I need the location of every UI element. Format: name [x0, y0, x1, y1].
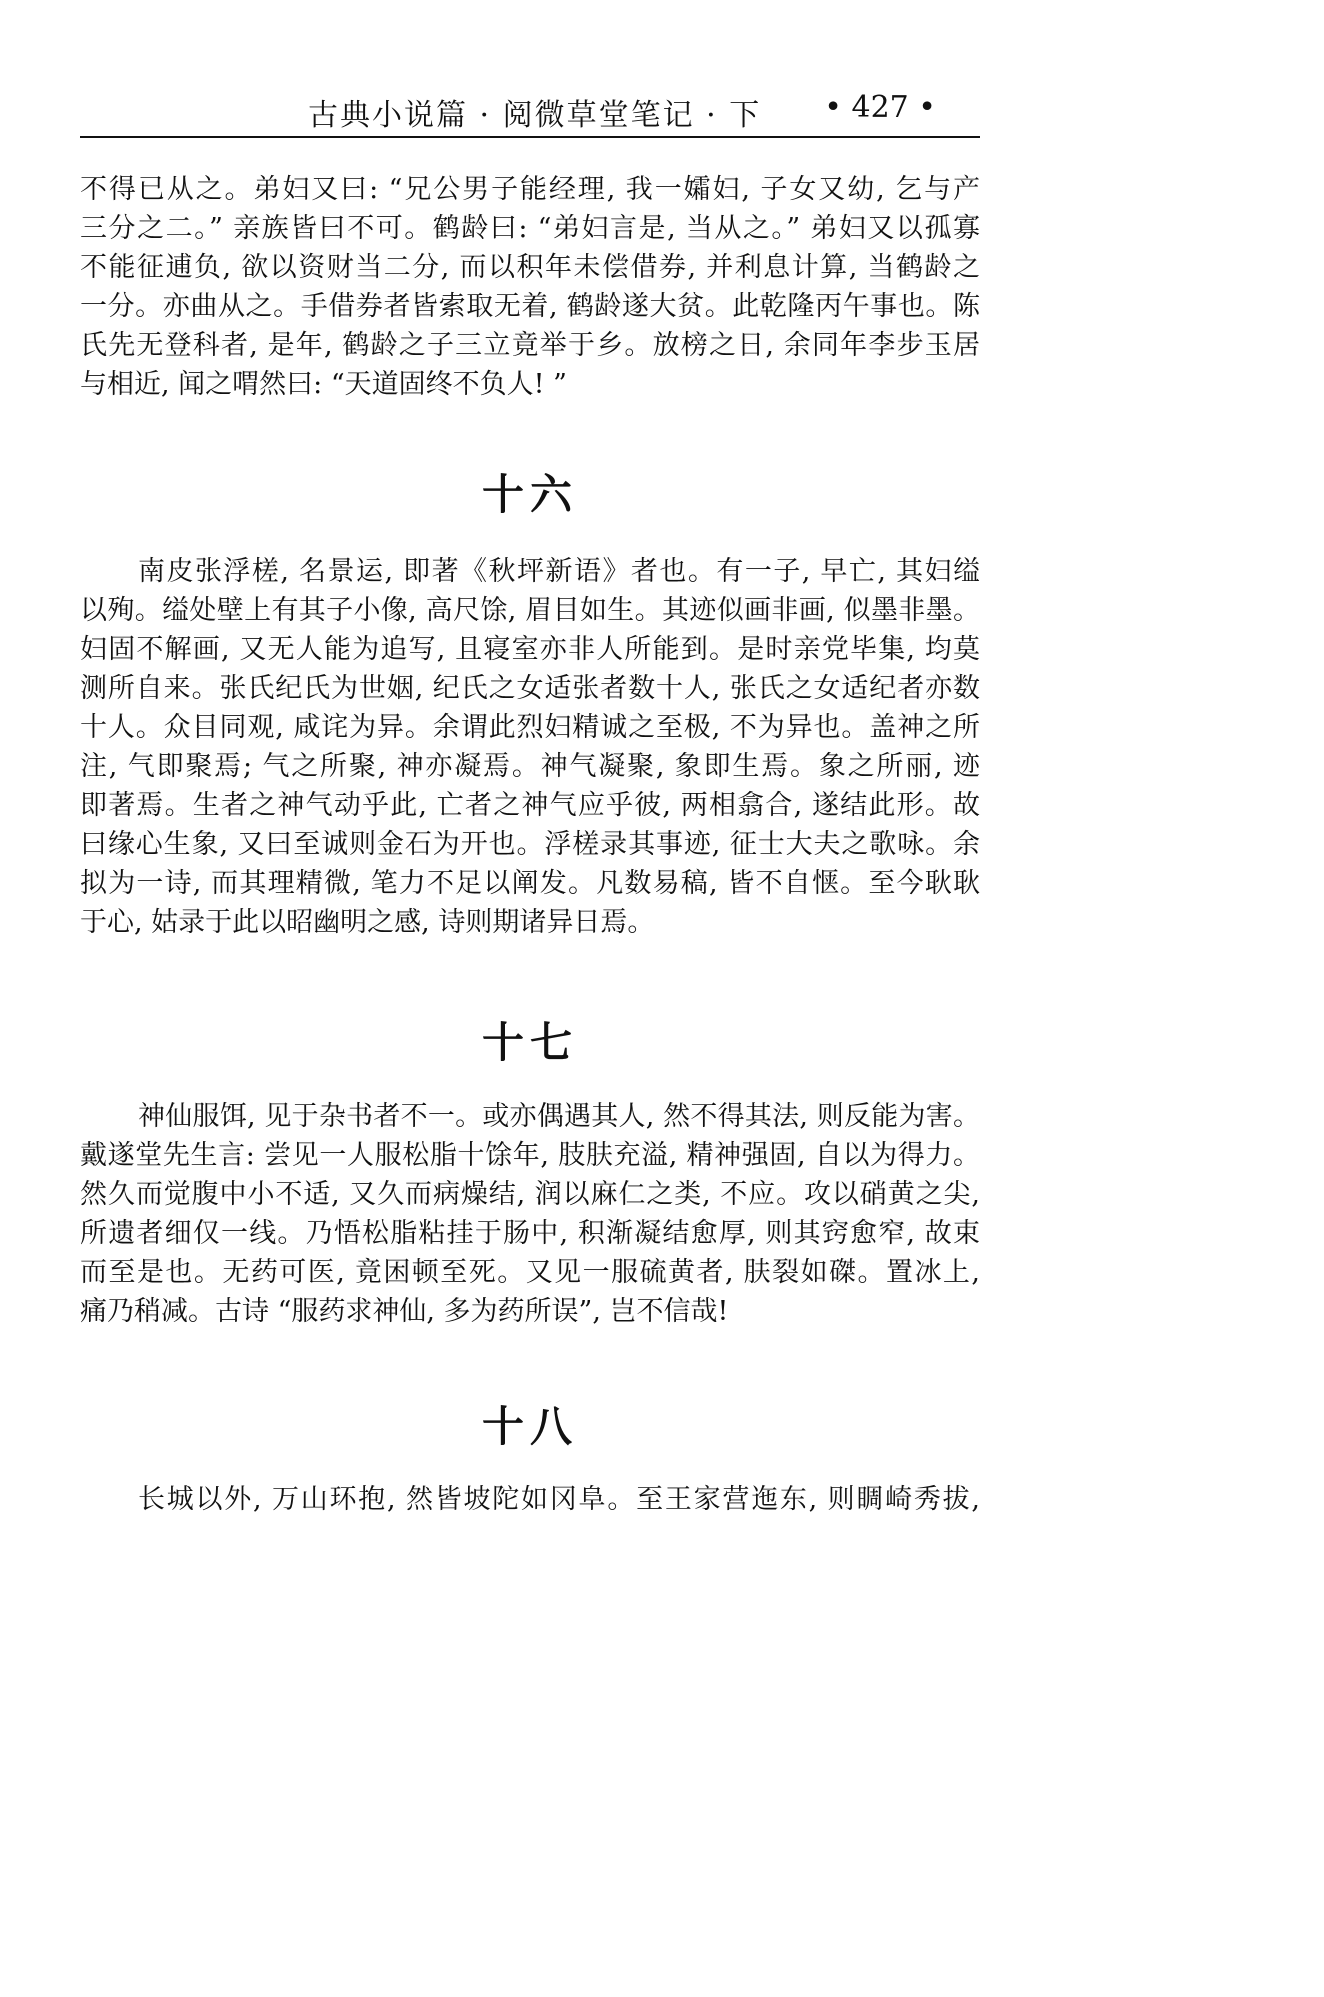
text-line: 然久而觉腹中小不适, 又久而病燥结, 润以麻仁之类, 不应。攻以硝黄之尖,: [80, 1179, 980, 1210]
section-heading-18: 十八: [481, 1402, 578, 1451]
text-line: 测所自来。张氏纪氏为世姻, 纪氏之女适张者数十人, 张氏之女适纪者亦数: [80, 673, 980, 704]
text-line: 氏先无登科者, 是年, 鹤龄之子三立竟举于乡。放榜之日, 余同年李步玉居: [80, 330, 980, 361]
text-line: 一分。亦曲从之。手借券者皆索取无着, 鹤龄遂大贫。此乾隆丙午事也。陈: [80, 291, 980, 322]
section-17-paragraph: [80, 1097, 980, 1331]
section-16-paragraph: [80, 552, 980, 942]
text-line: 即著焉。生者之神气动乎此, 亡者之神气应乎彼, 两相翕合, 遂结此形。故: [80, 790, 980, 821]
text-line: 长城以外, 万山环抱, 然皆坡陀如冈阜。至王家营迤东, 则睭崎秀拔,: [138, 1484, 980, 1515]
text-line: 注, 气即聚焉; 气之所聚, 神亦凝焉。神气凝聚, 象即生焉。象之所丽, 迹: [80, 751, 980, 782]
text-line: 以殉。缢处壁上有其子小像, 高尺馀, 眉目如生。其迹似画非画, 似墨非墨。: [80, 595, 980, 626]
text-line: 与相近, 闻之喟然曰: “天道固终不负人! ”: [80, 369, 567, 400]
section-heading-17: 十七: [481, 1018, 578, 1067]
text-line: 拟为一诗, 而其理精微, 笔力不足以阐发。凡数易稿, 皆不自惬。至今耿耿: [80, 868, 980, 899]
text-line: 而至是也。无药可医, 竟困顿至死。又见一服硫黄者, 肤裂如磔。置冰上,: [80, 1257, 980, 1288]
text-line: 于心, 姑录于此以昭幽明之感, 诗则期诸异日焉。: [80, 907, 655, 938]
text-line: 妇固不解画, 又无人能为追写, 且寝室亦非人所能到。是时亲党毕集, 均莫: [80, 634, 980, 665]
text-line: 神仙服饵, 见于杂书者不一。或亦偶遇其人, 然不得其法, 则反能为害。: [138, 1101, 980, 1132]
text-line: 不能征逋负, 欲以资财当二分, 而以积年未偿借券, 并利息计算, 当鹤龄之: [80, 252, 980, 283]
text-line: 痛乃稍减。古诗 “服药求神仙, 多为药所误”, 岂不信哉!: [80, 1296, 729, 1327]
section-heading-16: 十六: [481, 470, 578, 519]
text-line: 南皮张浮槎, 名景运, 即著《秋坪新语》者也。有一子, 早亡, 其妇缢: [138, 556, 980, 587]
running-title: 古典小说篇 · 阅微草堂笔记 · 下: [308, 98, 762, 133]
page-number: • 427 •: [824, 90, 936, 125]
text-line: 十人。众目同观, 咸诧为异。余谓此烈妇精诚之至极, 不为异也。盖神之所: [80, 712, 980, 743]
paragraph-continuation: [80, 170, 980, 404]
text-line: 曰缘心生象, 又曰至诚则金石为开也。浮槎录其事迹, 征士大夫之歌咏。余: [80, 829, 980, 860]
text-line: 戴遂堂先生言: 尝见一人服松脂十馀年, 肢肤充溢, 精神强固, 自以为得力。: [80, 1140, 980, 1171]
text-line: 三分之二。” 亲族皆曰不可。鹤龄曰: “弟妇言是, 当从之。” 弟妇又以孤寡: [80, 213, 980, 244]
text-line: 不得已从之。弟妇又曰: “兄公男子能经理, 我一孀妇, 子女又幼, 乞与产: [80, 174, 980, 205]
text-line: 所遗者细仅一线。乃悟松脂粘挂于肠中, 积渐凝结愈厚, 则其窍愈窄, 故束: [80, 1218, 980, 1249]
running-header: [80, 86, 980, 138]
section-18-paragraph: [80, 1480, 980, 1519]
